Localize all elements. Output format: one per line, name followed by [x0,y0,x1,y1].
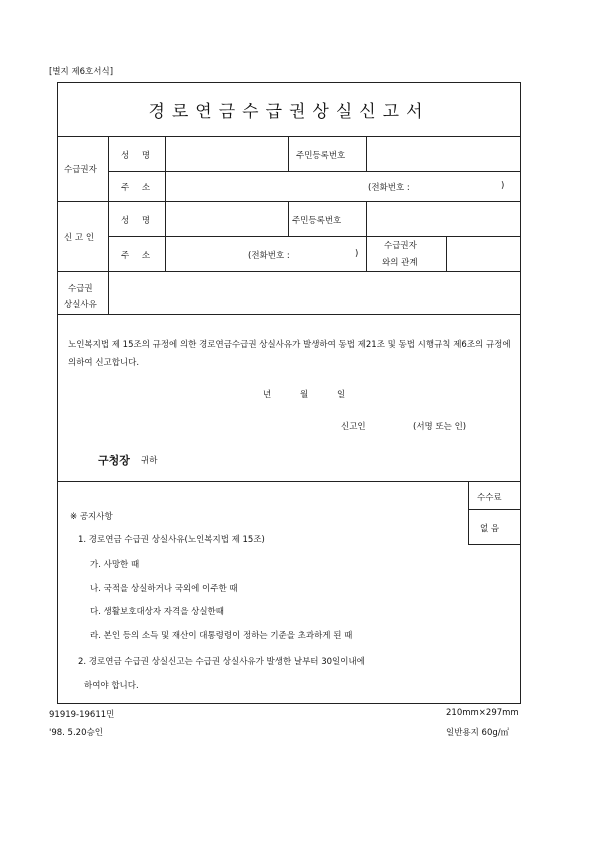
paper-type: 일반용지 60g/㎡ [446,728,510,738]
form-id-label: [별지 제6호서식] [49,67,114,77]
recipient-section-label: 수급권자 [64,165,97,175]
signature-label: (서명 또는 인) [413,422,467,432]
notice-item: 하여야 합니다. [84,681,139,691]
day-label: 일 [337,390,346,400]
reporter-phone-label: (전화번호 : [248,251,290,261]
report-form [57,82,521,704]
notice-item: 2. 경로연금 수급권 상실신고는 수급권 상실사유가 발생한 날부터 30일이내에 [78,657,365,667]
recipient-rrn-field[interactable] [367,137,519,170]
fee-value: 없 음 [480,524,500,534]
reporter-phone-close: ) [355,249,359,259]
year-label: 년 [263,390,272,400]
notice-item: 가. 사망한 때 [90,560,140,570]
form-code: 91919-19611민 [49,710,115,720]
fee-label: 수수료 [477,493,502,503]
reporter-sign-label: 신고인 [341,422,366,432]
reporter-address-field[interactable] [166,237,248,270]
notice-item: 라. 본인 등의 소득 및 재산이 대통령령이 정하는 기준을 초과하게 된 때 [90,631,353,641]
recipient-rrn-label: 주민등록번호 [296,151,346,161]
approval-date: '98. 5.20승인 [49,728,103,738]
reporter-section-label: 신 고 인 [64,233,95,243]
recipient-phone-field[interactable] [420,172,498,200]
recipient-address-label: 주 소 [121,183,151,193]
declaration-text: 노인복지법 제 15조의 규정에 의한 경로연금수급권 상실사유가 발생하여 동법 제21조 및 동법 시행규칙 제6조의 규정에 의하여 신고합니다. [68,340,511,368]
month-label: 월 [300,390,309,400]
addressee-suffix: 귀하 [141,456,158,466]
reporter-phone-field[interactable] [298,237,354,270]
relation-label-line2: 와의 관계 [382,258,418,268]
paper-size: 210mm×297mm [446,708,519,718]
addressee-label: 구청장 [98,454,130,467]
recipient-name-label: 성 명 [121,151,151,161]
reason-label-line1: 수급권 [68,284,93,294]
reporter-name-label: 성 명 [121,216,151,226]
relation-field[interactable] [447,237,519,270]
relation-label-line1: 수급권자 [384,241,417,251]
reason-label-line2: 상실사유 [64,300,97,310]
recipient-phone-label: (전화번호 : [368,183,410,193]
notice-item: 다. 생활보호대상자 자격을 상실한때 [90,607,224,617]
notice-item: 1. 경로연금 수급권 상실사유(노인복지법 제 15조) [78,535,265,545]
recipient-phone-close: ) [501,181,505,191]
reporter-rrn-label: 주민등록번호 [292,216,342,226]
notice-item: 나. 국적을 상실하거나 국외에 이주한 때 [90,584,238,594]
recipient-name-field[interactable] [166,137,287,170]
reporter-address-label: 주 소 [121,251,151,261]
form-title: 경로연금수급권상실신고서 [148,102,430,122]
notice-heading: ※ 공지사항 [70,512,113,522]
reporter-rrn-field[interactable] [367,202,519,235]
reason-field[interactable] [109,272,519,313]
reporter-name-field[interactable] [166,202,287,235]
